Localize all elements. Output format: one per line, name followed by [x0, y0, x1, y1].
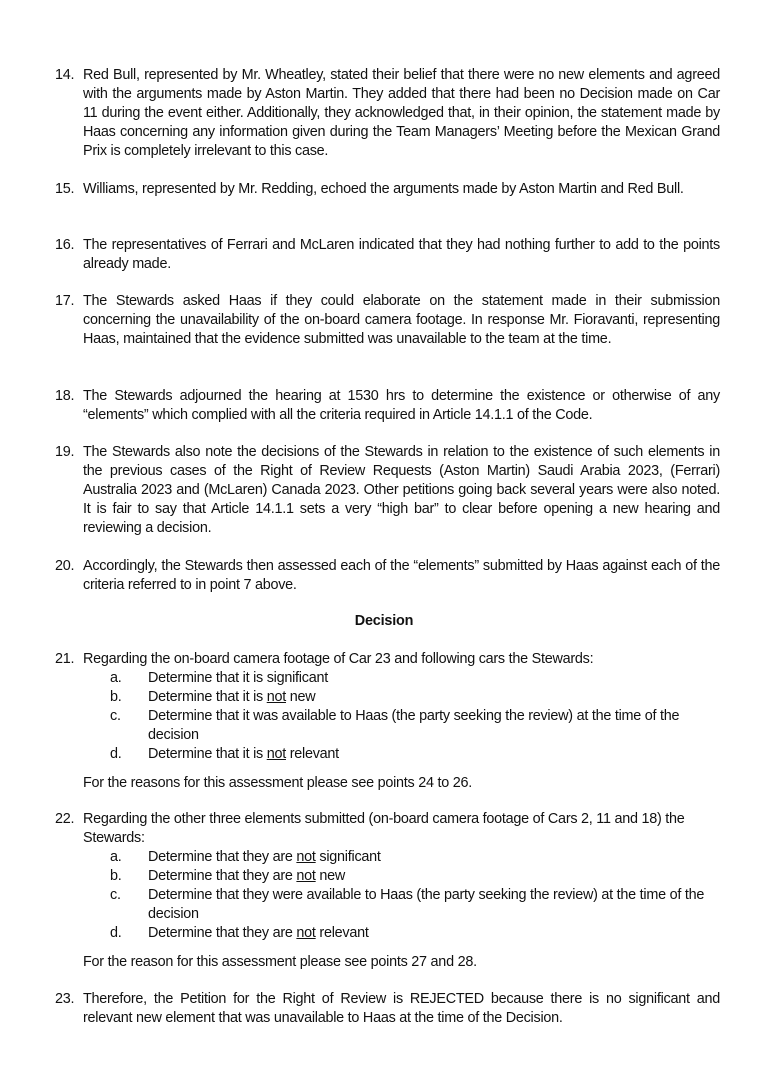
paragraph-text: Williams, represented by Mr. Redding, echoed the arguments made by Aston Martin and Red Bull.	[83, 181, 684, 197]
assessment-note: For the reasons for this assessment please see points 24 to 26.	[83, 775, 473, 791]
paragraph-number: 18.	[55, 388, 75, 404]
list-item	[110, 669, 720, 688]
list-item	[110, 886, 720, 924]
underlined-word: not	[266, 689, 286, 705]
list-text	[148, 688, 720, 707]
list-text	[148, 867, 720, 886]
underlined-word: not	[296, 849, 316, 865]
list-item	[110, 924, 720, 943]
paragraph-22	[55, 810, 720, 848]
paragraph-number: 14.	[55, 67, 75, 83]
list-letter: d.	[110, 746, 122, 762]
paragraph-17	[55, 292, 720, 349]
underlined-word: not	[266, 746, 286, 762]
list-letter: c.	[110, 887, 121, 903]
list-text	[148, 745, 720, 764]
paragraph-number: 21.	[55, 651, 75, 667]
list-text-part: new	[285, 689, 316, 705]
paragraph-text: Regarding the other three elements submitted (on-board camera footage of Cars 2, 11 and 18) the Stewards:	[83, 811, 685, 846]
list-text-part: relevant	[315, 925, 369, 941]
assessment-note: For the reason for this assessment please see points 27 and 28.	[83, 954, 477, 970]
list-text-part: Determine that they were available to Haas (the party seeking the review) at the time of the decision	[148, 887, 705, 922]
list-text-part: Determine that it is	[148, 746, 267, 762]
list-item	[110, 688, 720, 707]
list-letter: d.	[110, 925, 122, 941]
paragraph-number: 17.	[55, 293, 75, 309]
list-item	[110, 848, 720, 867]
paragraph-15	[55, 180, 720, 199]
list-text-part: Determine that they are	[148, 925, 297, 941]
list-text	[148, 848, 720, 867]
list-letter: a.	[110, 670, 122, 686]
paragraph-text: Red Bull, represented by Mr. Wheatley, stated their belief that there were no new elements and agreed with the arguments made by Aston Martin. They added that there had been no Decision made on Car 11 during the event either. Additionally, they acknowledged that, in their opinion, the statement made by Haas concerning any information given during the Team Managers’ Meeting before the Mexican Grand Prix is completely irrelevant to this case.	[83, 67, 720, 159]
paragraph-19	[55, 443, 720, 538]
list-text-part: Determine that they are	[148, 868, 297, 884]
paragraph-text: Accordingly, the Stewards then assessed each of the “elements” submitted by Haas against each of the criteria referred to in point 7 above.	[83, 558, 720, 593]
paragraph-text: The Stewards adjourned the hearing at 1530 hrs to determine the existence or otherwise of any “elements” which complied with all the criteria required in Article 14.1.1 of the Code.	[83, 388, 720, 423]
paragraph-number: 22.	[55, 811, 75, 827]
list-text-part: new	[315, 868, 346, 884]
paragraph-number: 19.	[55, 444, 75, 460]
list-item	[110, 745, 720, 764]
paragraph-16	[55, 236, 720, 274]
list-text-part: relevant	[285, 746, 339, 762]
paragraph-20	[55, 557, 720, 595]
paragraph-number: 20.	[55, 558, 75, 574]
paragraph-number: 16.	[55, 237, 75, 253]
list-letter: b.	[110, 868, 122, 884]
list-item	[110, 867, 720, 886]
list-letter: b.	[110, 689, 122, 705]
list-text-part: Determine that it is significant	[148, 670, 328, 686]
paragraph-text: The Stewards asked Haas if they could elaborate on the statement made in their submission concerning the unavailability of the on-board camera footage. In response Mr. Fioravanti, representing Haas, maintained that the evidence submitted was unavailable to the team at the time.	[83, 293, 720, 347]
list-letter: a.	[110, 849, 122, 865]
paragraph-number: 15.	[55, 181, 75, 197]
underlined-word: not	[296, 868, 316, 884]
decision-heading: Decision	[354, 613, 414, 629]
paragraph-text: Regarding the on-board camera footage of Car 23 and following cars the Stewards:	[83, 651, 594, 667]
list-text-part: Determine that it was available to Haas (the party seeking the review) at the time of the decision	[148, 708, 680, 743]
paragraph-text: The Stewards also note the decisions of the Stewards in relation to the existence of such elements in the previous cases of the Right of Review Requests (Aston Martin) Saudi Arabia 2023, (Ferrari) Australia 2023 and (McLaren) Canada 2023. Other petitions going back several years were also noted. It is fair to say that Article 14.1.1 sets a very “high bar” to clear before opening a new hearing and reviewing a decision.	[83, 444, 720, 536]
list-text	[148, 924, 720, 943]
list-text-part: significant	[315, 849, 381, 865]
list-text-part: Determine that they are	[148, 849, 297, 865]
paragraph-18	[55, 387, 720, 425]
paragraph-14	[55, 66, 720, 161]
underlined-word: not	[296, 925, 316, 941]
list-text	[148, 669, 720, 688]
paragraph-number: 23.	[55, 991, 75, 1007]
list-text	[148, 886, 720, 924]
list-letter: c.	[110, 708, 121, 724]
paragraph-text: The representatives of Ferrari and McLaren indicated that they had nothing further to add to the points already made.	[83, 237, 720, 272]
list-item	[110, 707, 720, 745]
paragraph-21	[55, 650, 720, 669]
paragraph-23	[55, 990, 720, 1028]
list-text	[148, 707, 720, 745]
paragraph-text: Therefore, the Petition for the Right of Review is REJECTED because there is no significant and relevant new element that was unavailable to Haas at the time of the Decision.	[83, 991, 720, 1026]
list-text-part: Determine that it is	[148, 689, 267, 705]
